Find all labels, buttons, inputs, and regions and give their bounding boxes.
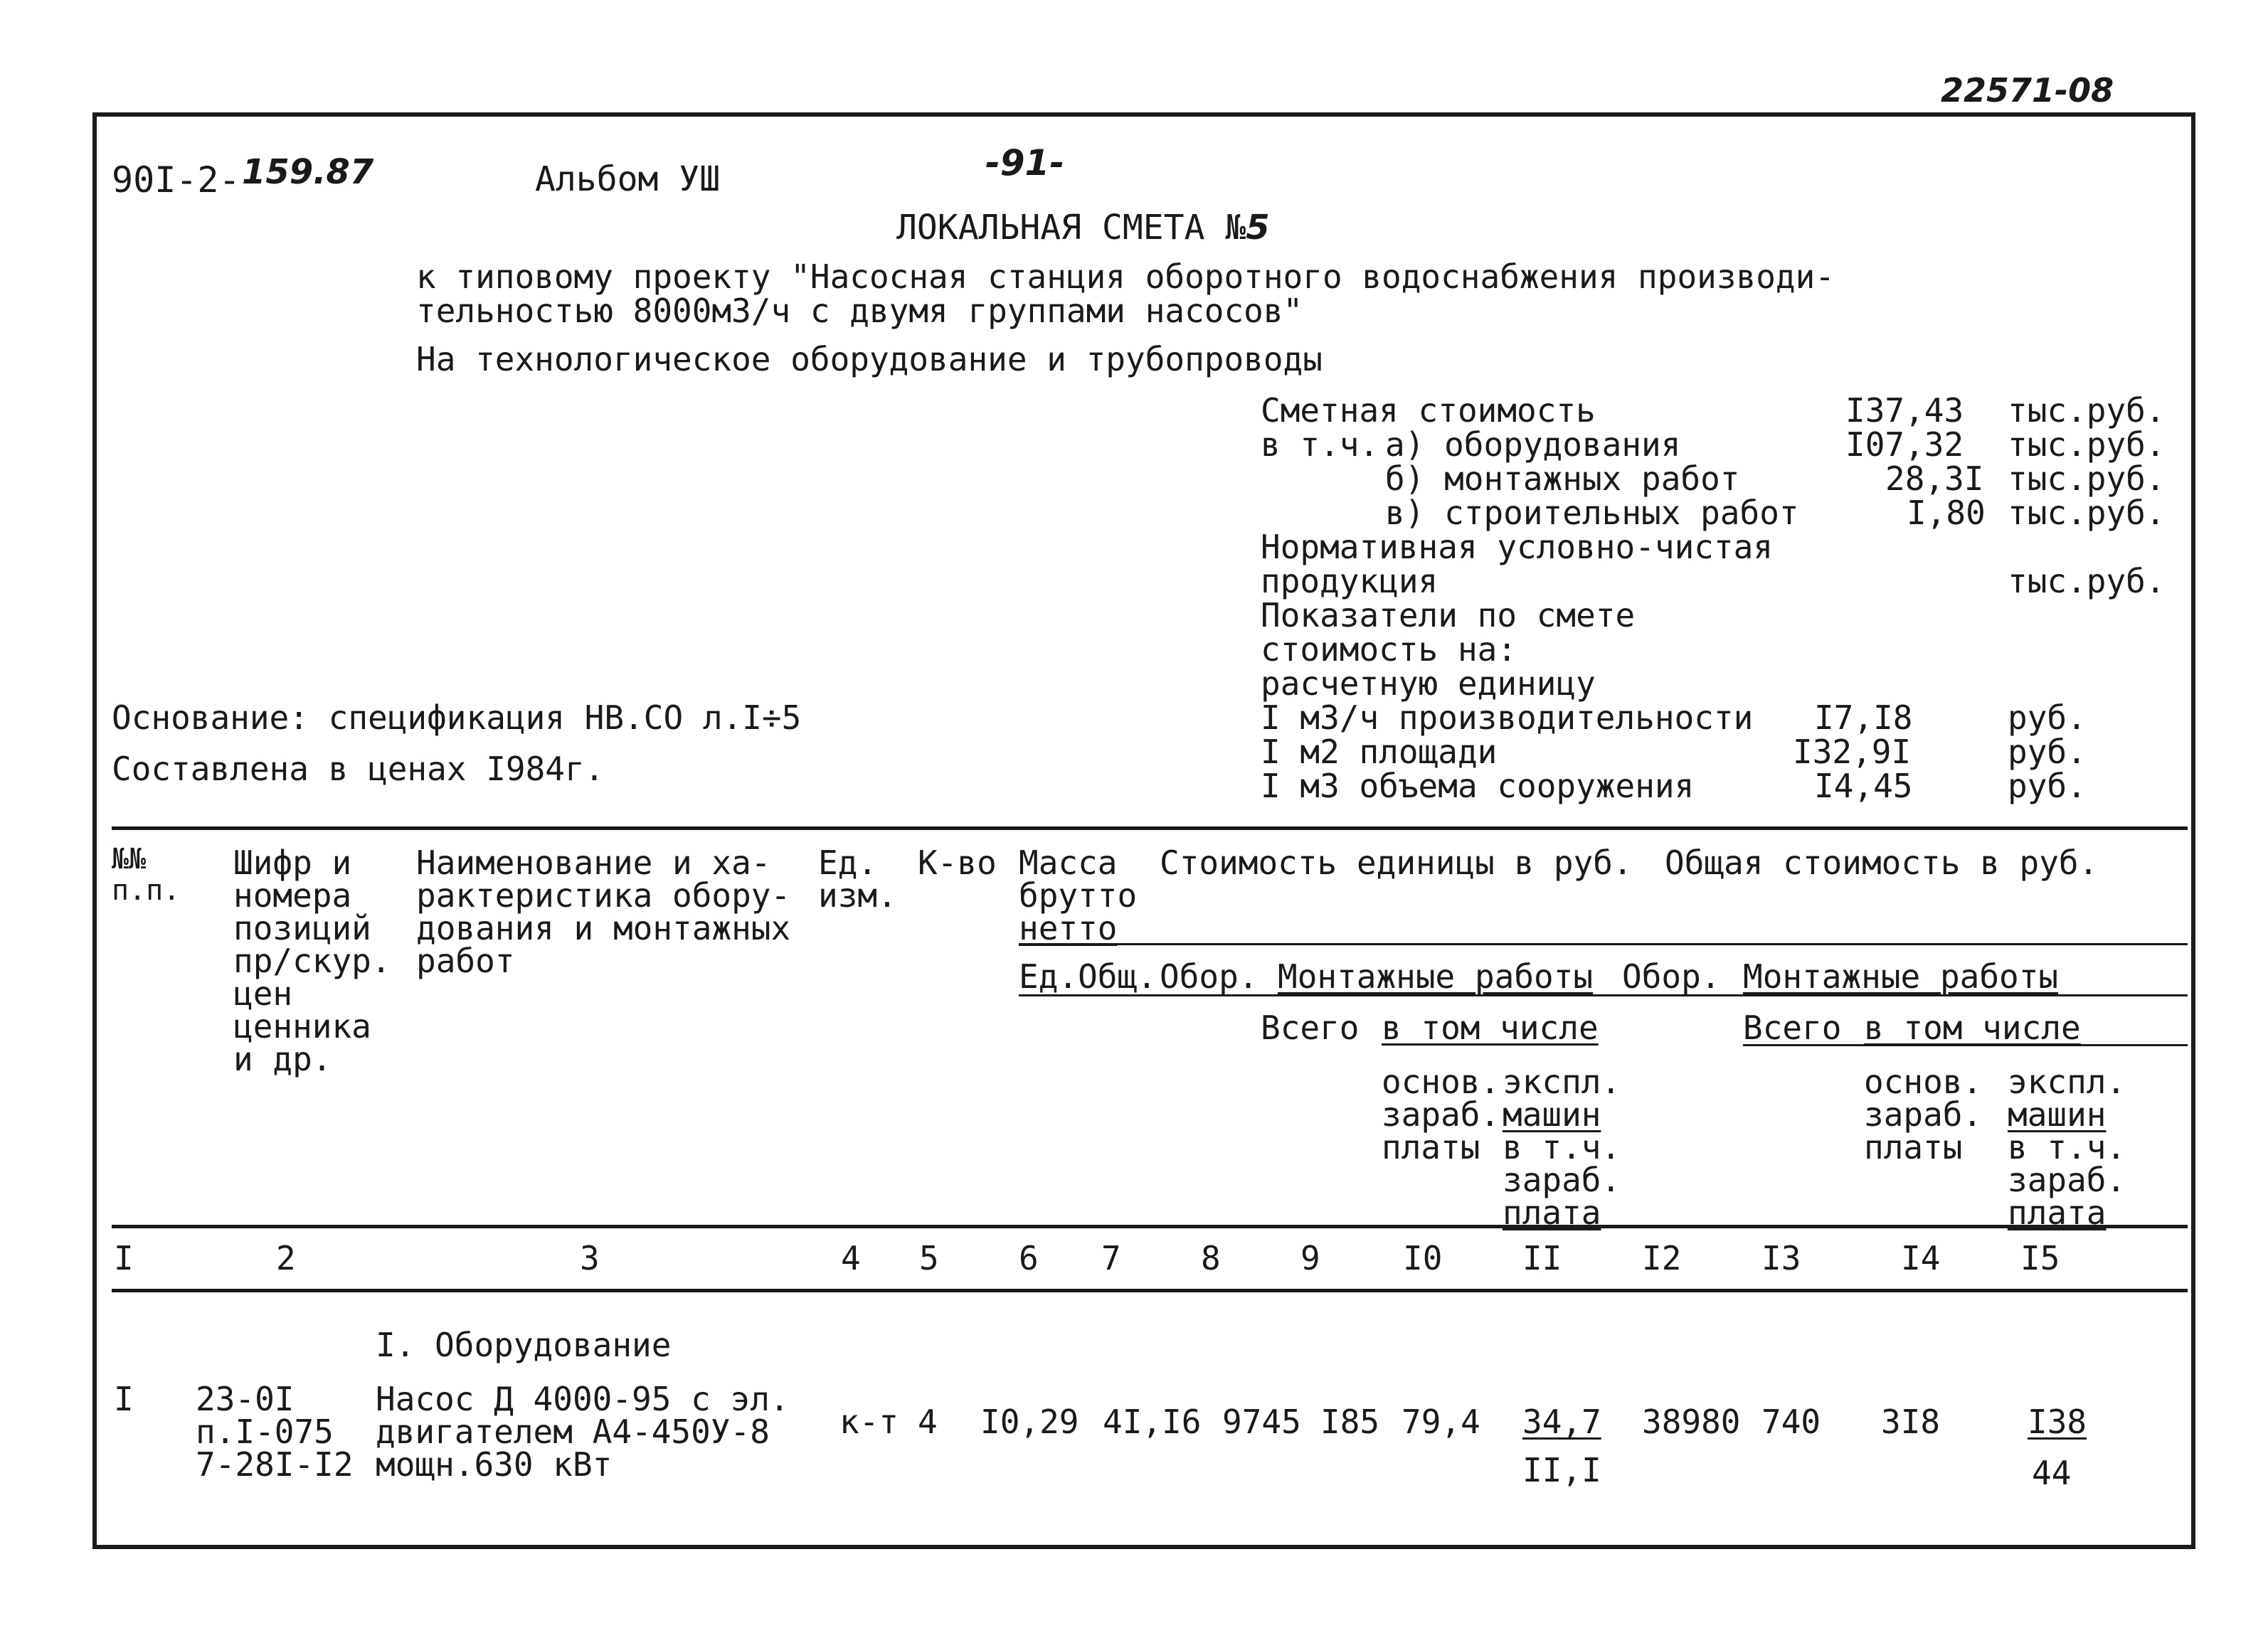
row-name: Насос Д 4000-95 с эл. двигателем А4-450У-8 мощн.630 кВт	[376, 1380, 790, 1484]
row-number: I	[114, 1380, 134, 1418]
row-code: 23-0I п.I-075 7-28I-I2	[196, 1380, 354, 1484]
cost-unit: тыс.руб.	[2008, 391, 2166, 430]
header-total-machines: экспл. машин в т.ч. зараб. плата	[2008, 1063, 2126, 1232]
col-number-15: I5	[2020, 1239, 2060, 1277]
normative-line-1: Нормативная условно-чистая	[1261, 528, 1774, 566]
prices-text: Составлена в ценах I984г.	[112, 750, 605, 788]
incl-equipment: а) оборудования	[1385, 425, 1681, 464]
header-mass-sub: Ед.Общ.	[1019, 957, 1157, 996]
col-number-2: 2	[276, 1239, 296, 1277]
header-total-wage: основ. зараб. платы	[1864, 1063, 1983, 1166]
basis-text: Основание: спецификация НВ.СО л.I÷5	[112, 698, 802, 737]
col-number-1: I	[114, 1239, 134, 1277]
indicator-volume: I м3 объема сооружения	[1261, 767, 1695, 805]
section-title: I. Оборудование	[376, 1326, 672, 1364]
header-num: №№ п.п.	[112, 843, 181, 907]
col-number-4: 4	[841, 1239, 861, 1277]
row-total-wage: 3I8	[1881, 1403, 1941, 1441]
page-number: -91-	[985, 142, 1065, 184]
incl-mounting: б) монтажных работ	[1385, 459, 1740, 498]
header-unit-wage: основ. зараб. платы	[1382, 1063, 1500, 1166]
header-total-mount: Монтажные работы	[1743, 957, 2059, 996]
doc-title: ЛОКАЛЬНАЯ СМЕТА №5	[896, 208, 1270, 248]
row-total-mount-total: 740	[1761, 1403, 1821, 1441]
indicator-volume-unit: руб.	[2008, 767, 2087, 805]
header-unit: Ед. изм.	[818, 844, 897, 915]
indicator-productivity-unit: руб.	[2008, 698, 2087, 737]
col-numbers-rule	[112, 1289, 2188, 1292]
header-rule-1	[1019, 943, 2188, 945]
col-number-10: I0	[1403, 1239, 1443, 1277]
row-unit: к-т	[839, 1403, 899, 1441]
header-name: Наименование и ха- рактеристика обору- дования и монтажных работ	[416, 844, 791, 980]
header-unit-cost: Стоимость единицы в руб.	[1160, 844, 1633, 882]
row-total-machines-wage: 44	[2032, 1454, 2072, 1492]
indicator-area: I м2 площади	[1261, 733, 1498, 771]
table-top-rule	[112, 826, 2188, 830]
row-unit-mount-total: I85	[1320, 1403, 1380, 1441]
row-unit-equip: 9745	[1222, 1403, 1301, 1441]
normative-line-2: продукция	[1261, 562, 1438, 600]
incl-equipment-value: I07,32	[1845, 425, 1964, 464]
col-number-11: II	[1522, 1239, 1562, 1277]
col-number-7: 7	[1101, 1239, 1121, 1277]
header-unit-machines: экспл. машин в т.ч. зараб. плата	[1503, 1063, 1621, 1232]
project-code-printed: 90I-2-	[112, 159, 240, 201]
header-total-incl: в том числе	[1864, 1009, 2081, 1047]
header-bottom-rule	[112, 1225, 2188, 1228]
header-total-total: Всего	[1743, 1009, 1842, 1047]
col-number-13: I3	[1761, 1239, 1801, 1277]
incl-construction: в) строительных работ	[1385, 494, 1799, 532]
header-total-cost: Общая стоимость в руб.	[1665, 844, 2099, 882]
incl-mounting-unit: тыс.руб.	[2008, 459, 2166, 498]
subtitle-line-2: тельностью 8000м3/ч с двумя группами насосов"	[416, 292, 1303, 330]
incl-prefix: в т.ч.	[1261, 425, 1379, 464]
incl-equipment-unit: тыс.руб.	[2008, 425, 2166, 464]
header-unit-equip: Обор.	[1160, 957, 1258, 996]
indicator-area-value: I32,9I	[1793, 733, 1912, 771]
indicator-productivity: I м3/ч производительности	[1261, 698, 1754, 737]
row-total-equip: 38980	[1642, 1403, 1741, 1441]
normative-unit: тыс.руб.	[2008, 562, 2166, 600]
cost-label: Сметная стоимость	[1261, 391, 1596, 430]
header-unit-incl: в том числе	[1382, 1009, 1599, 1047]
indicator-volume-value: I4,45	[1814, 767, 1913, 805]
incl-construction-value: I,80	[1907, 494, 1986, 532]
album-label: Альбом УШ	[535, 159, 721, 199]
row-qty: 4	[918, 1403, 938, 1441]
header-code: Шифр и номера позиций пр/скур. цен ценника и др.	[233, 844, 391, 1078]
col-number-12: I2	[1642, 1239, 1682, 1277]
col-number-8: 8	[1201, 1239, 1221, 1277]
col-number-14: I4	[1901, 1239, 1941, 1277]
doc-number: 22571-08	[1941, 71, 2114, 110]
subtitle-line-3: На технологическое оборудование и трубопроводы	[416, 340, 1323, 378]
col-number-5: 5	[919, 1239, 939, 1277]
col-number-3: 3	[580, 1239, 600, 1277]
header-qty: К-во	[918, 844, 997, 882]
indicator-productivity-value: I7,I8	[1814, 698, 1913, 737]
col-number-6: 6	[1019, 1239, 1039, 1277]
incl-mounting-value: 28,3I	[1885, 459, 1984, 498]
header-mass: Масса брутто нетто	[1019, 844, 1138, 947]
row-unit-machines: 34,7	[1522, 1403, 1601, 1441]
indicators-line-3: расчетную единицу	[1261, 664, 1596, 703]
col-number-9: 9	[1300, 1239, 1320, 1277]
project-code-written: 159.87	[242, 152, 374, 192]
indicators-line-2: стоимость на:	[1261, 630, 1517, 669]
header-total-equip: Обор.	[1622, 957, 1721, 996]
indicator-area-unit: руб.	[2008, 733, 2087, 771]
incl-construction-unit: тыс.руб.	[2008, 494, 2166, 532]
header-unit-mount: Монтажные работы	[1278, 957, 1594, 996]
row-total-machines: I38	[2028, 1403, 2087, 1441]
header-unit-total: Всего	[1261, 1009, 1360, 1047]
row-unit-machines-wage: II,I	[1522, 1451, 1601, 1489]
row-unit-wage: 79,4	[1401, 1403, 1480, 1441]
indicators-line-1: Показатели по смете	[1261, 596, 1636, 634]
row-mass-total: 4I,I6	[1103, 1403, 1202, 1441]
subtitle-line-1: к типовому проекту "Насосная станция оборотного водоснабжения производи-	[416, 257, 1835, 296]
cost-value: I37,43	[1845, 391, 1964, 430]
row-mass-unit: I0,29	[980, 1403, 1079, 1441]
